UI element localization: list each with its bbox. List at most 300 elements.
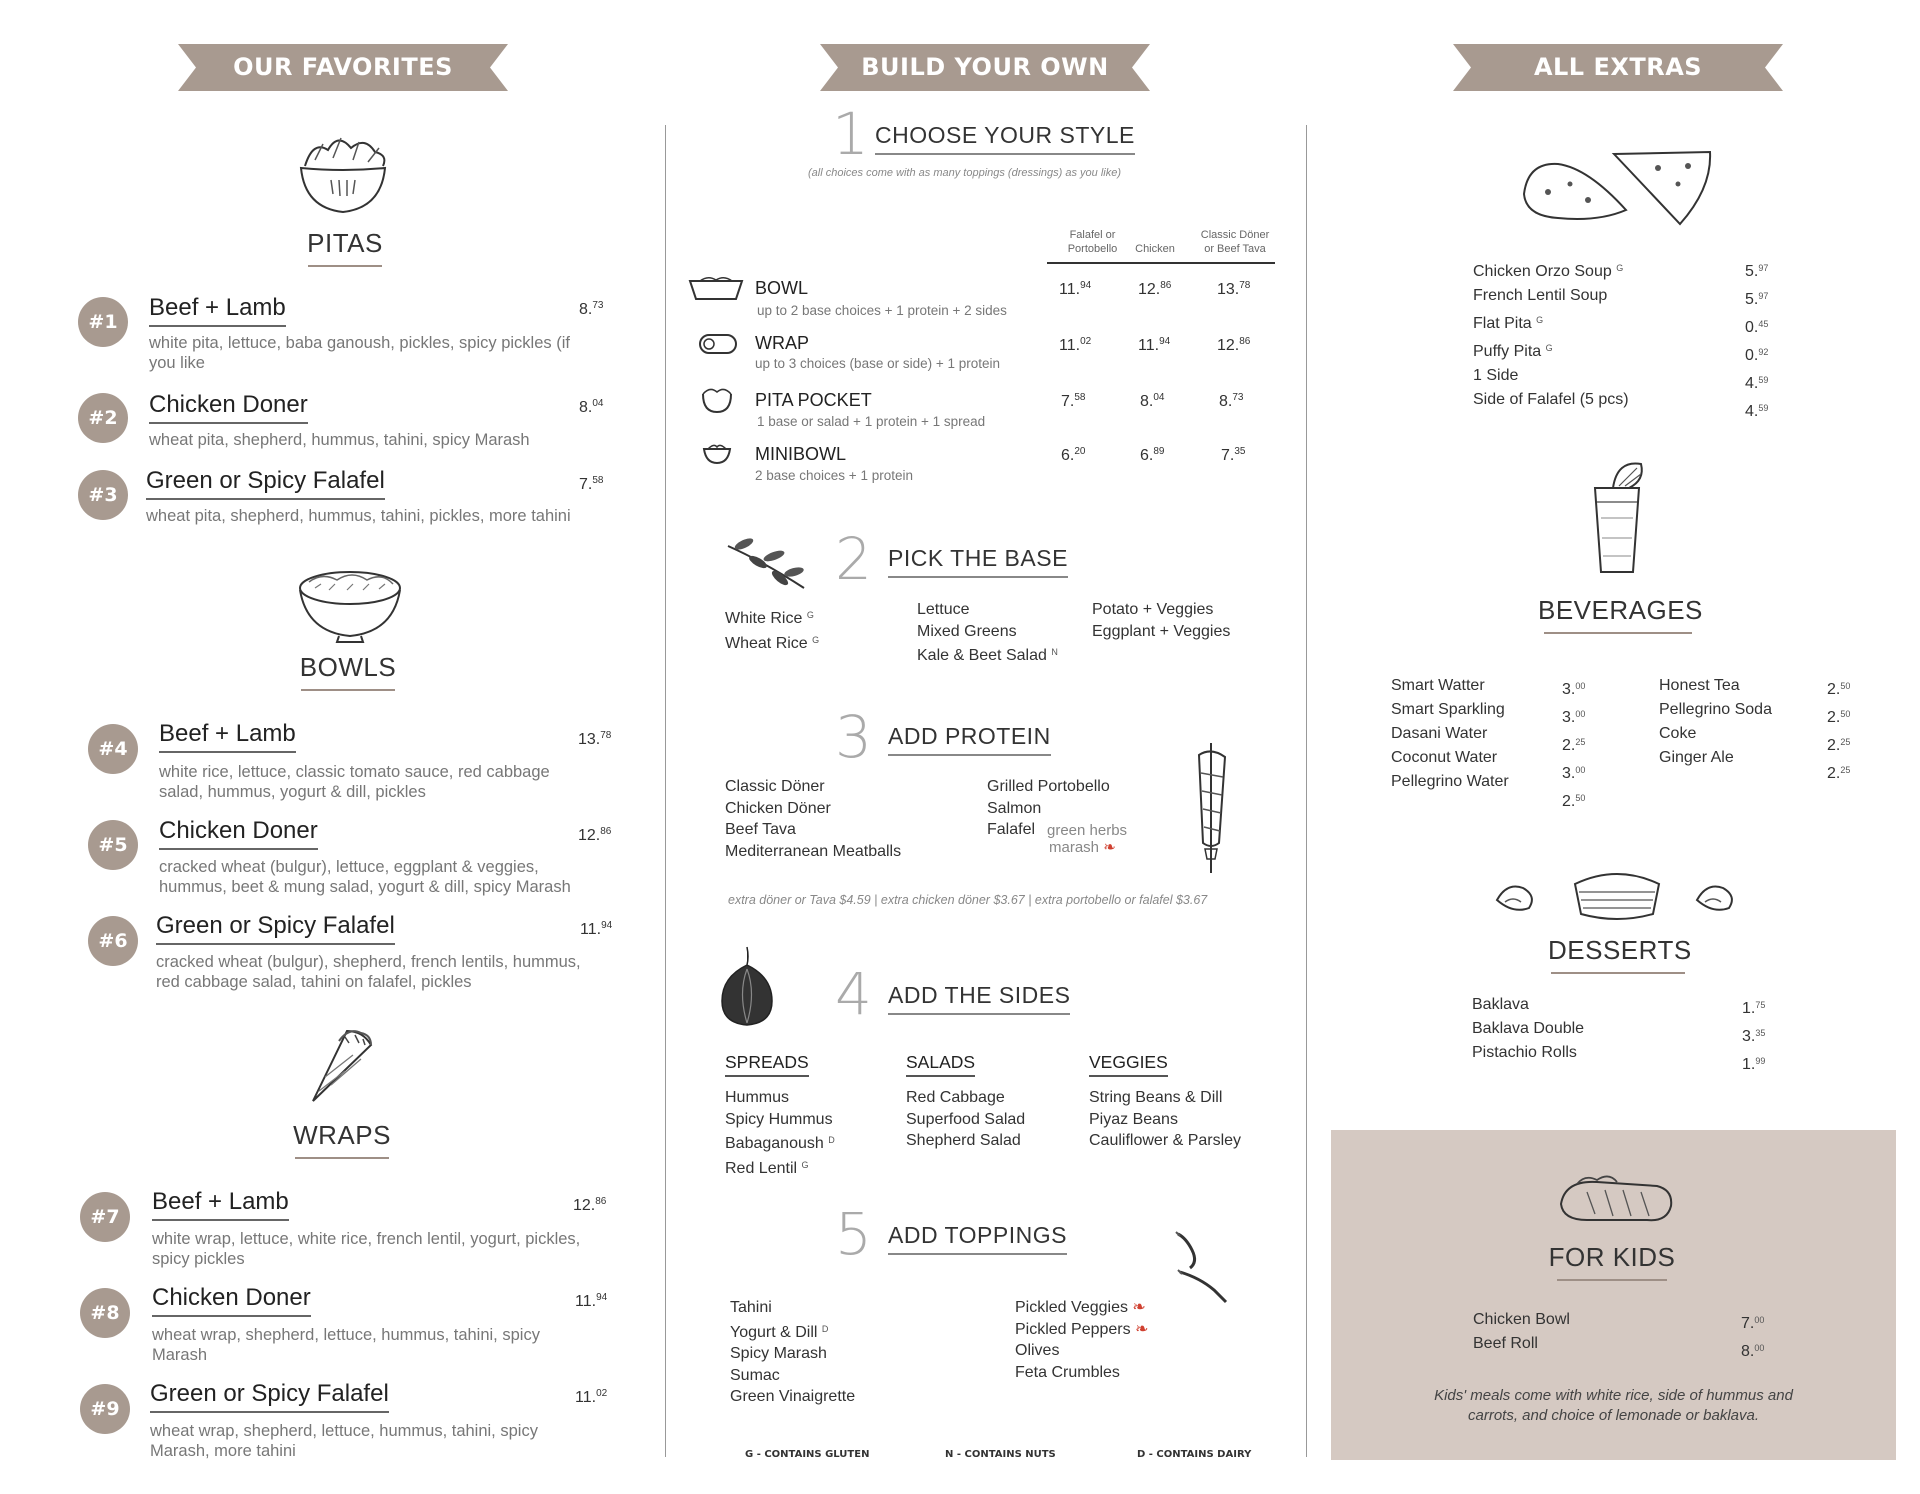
price-chicken bbox=[1140, 446, 1164, 465]
base-item-label: Eggplant + Veggies bbox=[1092, 622, 1231, 640]
desc-line: cracked wheat (bulgur), lettuce, eggplant & veggies, bbox=[159, 858, 539, 876]
base-item bbox=[725, 605, 819, 630]
drink-glass-icon bbox=[1587, 458, 1647, 581]
step-title bbox=[888, 545, 1068, 578]
style-name: MINIBOWL bbox=[755, 444, 847, 464]
price-cents: 20 bbox=[1074, 446, 1086, 457]
topping-item bbox=[1015, 1297, 1148, 1319]
topping-label: Spicy Marash bbox=[730, 1345, 827, 1362]
extras-prices bbox=[1745, 256, 1768, 424]
kids-note-line: Kids' meals come with white rice, side of hummus and bbox=[1434, 1387, 1793, 1404]
section-title-text: BOWLS bbox=[299, 652, 397, 682]
item-underline bbox=[159, 751, 296, 753]
item-underline bbox=[159, 848, 318, 850]
price-whole: 13. bbox=[578, 731, 601, 748]
price-whole: 2. bbox=[1562, 793, 1576, 810]
ribbon-title: ALL EXTRAS bbox=[1533, 53, 1703, 81]
base-item-label: Potato + Veggies bbox=[1092, 601, 1214, 618]
title-underline bbox=[1544, 632, 1692, 634]
item-price bbox=[575, 1292, 607, 1311]
item-name-text: Green or Spicy Falafel bbox=[150, 1380, 389, 1407]
desc-line: spicy pickles bbox=[152, 1250, 245, 1268]
topping-label: Green Vinaigrette bbox=[730, 1388, 856, 1405]
topping-label: Pickled Veggies bbox=[1015, 1299, 1128, 1316]
falafel-option-row bbox=[1047, 839, 1127, 856]
table-header-rule bbox=[1047, 262, 1275, 264]
beverage-price bbox=[1827, 674, 1850, 702]
item-badge: #8 bbox=[80, 1288, 130, 1338]
step-number: 5 bbox=[835, 1200, 872, 1268]
beverage-name: Smart Sparkling bbox=[1391, 701, 1505, 718]
item-name-text: Chicken Doner bbox=[149, 391, 308, 418]
style-name: WRAP bbox=[755, 333, 809, 353]
base-item-label: Wheat Rice bbox=[725, 634, 808, 652]
chili-icon: ❧ bbox=[1103, 839, 1116, 856]
price-whole: 8. bbox=[1140, 393, 1154, 410]
desc-line: Marash bbox=[152, 1346, 208, 1364]
price-doner bbox=[1217, 336, 1250, 355]
dessert-price bbox=[1742, 1021, 1765, 1049]
price-whole: 11. bbox=[1059, 337, 1081, 354]
topping-item bbox=[1015, 1319, 1148, 1341]
step-title bbox=[888, 1222, 1067, 1255]
style-desc: 1 base or salad + 1 protein + 1 spread bbox=[757, 414, 986, 429]
desc-line: white wrap, lettuce, white rice, french lentil, yogurt, pickles, bbox=[152, 1230, 581, 1248]
extra-price bbox=[1745, 396, 1768, 424]
base-list-veggies bbox=[1092, 599, 1230, 642]
beverage-price bbox=[1827, 758, 1850, 786]
falafel-options bbox=[1047, 822, 1127, 856]
item-name bbox=[146, 467, 385, 500]
item-description bbox=[159, 762, 619, 802]
heading-underline bbox=[906, 1075, 975, 1077]
veggies-list bbox=[1089, 1087, 1241, 1152]
price-cents: 04 bbox=[592, 398, 604, 409]
kids-item-price bbox=[1741, 1308, 1764, 1336]
price-whole: 7. bbox=[579, 476, 593, 493]
topping-label: Yogurt & Dill bbox=[730, 1323, 818, 1341]
price-whole: 3. bbox=[1742, 1028, 1756, 1045]
section-title-text: BEVERAGES bbox=[1538, 595, 1703, 625]
item-price bbox=[579, 398, 603, 417]
price-cents: 78 bbox=[600, 730, 612, 741]
spreads-list bbox=[725, 1087, 835, 1179]
beverage-name: Pellegrino Soda bbox=[1659, 701, 1772, 718]
item-name-text: Beef + Lamb bbox=[159, 720, 296, 747]
beverage-price bbox=[1562, 786, 1585, 814]
for-kids-panel bbox=[1331, 1130, 1896, 1460]
extra-name: French Lentil Soup bbox=[1473, 287, 1608, 304]
topping-label: Tahini bbox=[730, 1299, 772, 1316]
beverage-price bbox=[1827, 702, 1850, 730]
price-falafel bbox=[1061, 446, 1085, 465]
side-item bbox=[1089, 1087, 1241, 1109]
extra-item bbox=[1473, 336, 1629, 364]
column-header-line: or Beef Tava bbox=[1204, 243, 1266, 255]
item-name bbox=[152, 1188, 289, 1221]
beverage-name: Coke bbox=[1659, 725, 1697, 742]
protein-item: Beef Tava bbox=[725, 821, 796, 838]
side-item bbox=[906, 1087, 1025, 1109]
item-badge: #9 bbox=[80, 1384, 130, 1434]
item-badge: #6 bbox=[88, 916, 138, 966]
price-cents: 75 bbox=[1755, 1000, 1766, 1010]
sides-heading-text: SALADS bbox=[906, 1052, 976, 1072]
base-item-label: White Rice bbox=[725, 610, 803, 627]
item-badge: #3 bbox=[78, 470, 128, 520]
item-name bbox=[159, 817, 318, 850]
allergen-mark: G bbox=[812, 634, 820, 645]
style-name: PITA POCKET bbox=[755, 390, 872, 410]
item-underline bbox=[156, 943, 395, 945]
price-whole: 12. bbox=[573, 1197, 596, 1214]
ribbon-our-favorites bbox=[178, 44, 508, 91]
price-whole: 2. bbox=[1562, 737, 1576, 754]
desc-line: salad, hummus, yogurt & dill, pickles bbox=[159, 783, 426, 801]
item-underline bbox=[152, 1219, 289, 1221]
side-item bbox=[725, 1109, 835, 1131]
price-whole: 0. bbox=[1745, 347, 1759, 364]
price-whole: 2. bbox=[1827, 765, 1841, 782]
extra-price bbox=[1745, 284, 1768, 312]
section-title-bowls bbox=[298, 652, 398, 691]
price-cents: 73 bbox=[1232, 392, 1244, 403]
price-falafel bbox=[1059, 280, 1091, 299]
kids-list bbox=[1473, 1308, 1570, 1356]
heading-underline bbox=[1089, 1075, 1168, 1077]
title-underline bbox=[875, 153, 1135, 155]
price-whole: 11. bbox=[580, 921, 602, 938]
extra-name: Chicken Orzo Soup bbox=[1473, 263, 1612, 280]
item-description bbox=[149, 430, 609, 450]
item-description bbox=[146, 506, 616, 526]
side-item bbox=[725, 1087, 835, 1109]
price-whole: 8. bbox=[579, 399, 593, 416]
price-cents: 86 bbox=[595, 1196, 607, 1207]
price-cents: 94 bbox=[1159, 336, 1171, 347]
allergen-mark: G bbox=[1616, 263, 1624, 273]
side-item-label: Hummus bbox=[725, 1089, 790, 1106]
price-whole: 3. bbox=[1562, 765, 1576, 782]
kids-item-price bbox=[1741, 1336, 1764, 1364]
olive-branch-icon bbox=[724, 532, 808, 601]
desc-line: hummus, beet & mung salad, yogurt & dill, spicy Marash bbox=[159, 878, 571, 896]
side-item-label: Babaganoush bbox=[725, 1135, 824, 1152]
section-title-pitas bbox=[300, 228, 390, 267]
price-cents: 25 bbox=[1840, 737, 1851, 747]
kids-wrap-icon bbox=[1557, 1170, 1675, 1233]
toppings-list-1 bbox=[730, 1297, 855, 1408]
extra-name: 1 Side bbox=[1473, 367, 1519, 384]
item-underline bbox=[152, 1315, 311, 1317]
price-whole: 11. bbox=[575, 1389, 597, 1406]
column-header-line bbox=[1125, 228, 1185, 242]
price-whole: 2. bbox=[1827, 709, 1841, 726]
price-whole: 11. bbox=[575, 1293, 597, 1310]
price-cents: 89 bbox=[1153, 446, 1165, 457]
falafel-option: green herbs bbox=[1047, 822, 1128, 839]
price-whole: 12. bbox=[578, 827, 601, 844]
sides-heading-veggies bbox=[1089, 1052, 1168, 1077]
section-title-beverages bbox=[1538, 595, 1703, 634]
item-underline bbox=[146, 498, 385, 500]
section-title-desserts bbox=[1548, 935, 1692, 974]
topping-label: Olives bbox=[1015, 1342, 1060, 1359]
price-whole: 11. bbox=[1138, 337, 1160, 354]
item-name-text: Beef + Lamb bbox=[149, 294, 286, 321]
falafel-option: marash bbox=[1049, 839, 1100, 856]
item-name bbox=[152, 1284, 311, 1317]
beverage-name: Honest Tea bbox=[1659, 677, 1740, 694]
dessert-name: Baklava Double bbox=[1472, 1020, 1585, 1037]
legend-dairy: D - CONTAINS DAIRY bbox=[1137, 1449, 1252, 1460]
price-whole: 12. bbox=[1217, 337, 1240, 354]
kids-note bbox=[1331, 1386, 1896, 1426]
beverage-price bbox=[1562, 758, 1585, 786]
base-item bbox=[917, 642, 1058, 667]
extra-item bbox=[1473, 364, 1629, 388]
price-cents: 78 bbox=[1239, 280, 1251, 291]
price-cents: 04 bbox=[1153, 392, 1165, 403]
column-header-line: Portobello bbox=[1067, 243, 1118, 255]
price-cents: 92 bbox=[1758, 347, 1769, 357]
kids-note-line: carrots, and choice of lemonade or baklava. bbox=[1468, 1407, 1759, 1424]
beverage-name: Pellegrino Water bbox=[1391, 773, 1509, 790]
price-whole: 7. bbox=[1061, 393, 1075, 410]
extra-price bbox=[1745, 312, 1768, 340]
desc-line: white pita, lettuce, baba ganoush, pickles, spicy pickles (if bbox=[149, 334, 570, 352]
price-whole: 8. bbox=[1741, 1343, 1755, 1360]
desserts-prices bbox=[1742, 993, 1765, 1077]
step-number: 3 bbox=[835, 703, 872, 771]
side-item bbox=[725, 1130, 835, 1155]
price-cents: 59 bbox=[1758, 375, 1769, 385]
title-underline bbox=[888, 1013, 1070, 1015]
extra-price bbox=[1745, 340, 1768, 368]
legend-gluten: G - CONTAINS GLUTEN bbox=[745, 1449, 870, 1460]
price-cents: 25 bbox=[1840, 765, 1851, 775]
item-name bbox=[149, 294, 286, 327]
side-item-label: Cauliflower & Parsley bbox=[1089, 1132, 1242, 1149]
item-price bbox=[578, 730, 611, 749]
salads-list bbox=[906, 1087, 1025, 1152]
price-whole: 1. bbox=[1742, 1000, 1756, 1017]
beverages-prices-1 bbox=[1562, 674, 1585, 814]
beverages-list-1 bbox=[1391, 674, 1509, 794]
extra-item bbox=[1473, 284, 1629, 308]
price-chicken bbox=[1138, 280, 1171, 299]
item-price bbox=[575, 1388, 607, 1407]
tray-icon bbox=[688, 275, 744, 306]
price-whole: 4. bbox=[1745, 403, 1759, 420]
base-item-label: Lettuce bbox=[917, 601, 970, 618]
style-name: BOWL bbox=[755, 278, 809, 298]
item-badge: #2 bbox=[78, 393, 128, 443]
desc-line: white rice, lettuce, classic tomato sauce, red cabbage bbox=[159, 763, 550, 781]
desc-line: wheat pita, shepherd, hummus, tahini, pickles, more tahini bbox=[146, 507, 571, 525]
column-header-line: Chicken bbox=[1135, 243, 1175, 255]
desc-line: wheat wrap, shepherd, lettuce, hummus, tahini, spicy bbox=[152, 1326, 540, 1344]
side-item-label: Piyaz Beans bbox=[1089, 1110, 1178, 1128]
desc-line: wheat pita, shepherd, hummus, tahini, spicy Marash bbox=[149, 431, 530, 449]
item-name bbox=[149, 391, 308, 424]
desc-line: wheat wrap, shepherd, lettuce, hummus, tahini, spicy bbox=[150, 1422, 538, 1440]
topping-item bbox=[730, 1319, 855, 1344]
item-name bbox=[150, 1380, 389, 1413]
step-title-text: ADD THE SIDES bbox=[888, 982, 1071, 1008]
item-price bbox=[579, 475, 603, 494]
ribbon-title: OUR FAVORITES bbox=[233, 53, 453, 81]
step-title-text: PICK THE BASE bbox=[888, 545, 1068, 571]
ribbon-build-your-own bbox=[820, 44, 1150, 91]
price-cents: 00 bbox=[1754, 1343, 1765, 1353]
base-item-label: Mixed Greens bbox=[917, 622, 1017, 640]
beverages-prices-2 bbox=[1827, 674, 1850, 786]
section-title-wraps bbox=[292, 1120, 392, 1159]
protein-list-1 bbox=[725, 776, 901, 862]
rice-bowl-icon bbox=[297, 562, 403, 649]
side-item-label: Shepherd Salad bbox=[906, 1132, 1021, 1149]
allergen-mark: G bbox=[1536, 315, 1544, 325]
chili-icon: ❧ bbox=[1132, 1299, 1146, 1316]
price-cents: 35 bbox=[1755, 1028, 1766, 1038]
price-cents: 86 bbox=[1239, 336, 1251, 347]
side-item bbox=[1089, 1109, 1241, 1131]
item-description bbox=[152, 1325, 612, 1365]
section-title-text: WRAPS bbox=[293, 1120, 391, 1150]
topping-item bbox=[730, 1343, 855, 1365]
price-cents: 50 bbox=[1575, 793, 1586, 803]
toppings-list-2 bbox=[1015, 1297, 1148, 1383]
step-number: 2 bbox=[835, 525, 872, 593]
section-title-for-kids bbox=[1542, 1242, 1682, 1281]
side-item-label: Red Cabbage bbox=[906, 1089, 1005, 1106]
desc-line: cracked wheat (bulgur), shepherd, french lentils, hummus, bbox=[156, 953, 581, 971]
heading-underline bbox=[725, 1075, 809, 1077]
item-badge: #7 bbox=[80, 1192, 130, 1242]
desc-line: you like bbox=[149, 354, 205, 372]
protein-item: Classic Döner bbox=[725, 778, 825, 795]
item-price bbox=[573, 1196, 606, 1215]
price-cents: 35 bbox=[1234, 446, 1246, 457]
item-badge: #4 bbox=[88, 724, 138, 774]
side-item bbox=[1089, 1130, 1241, 1152]
price-whole: 2. bbox=[1827, 737, 1841, 754]
item-name-text: Green or Spicy Falafel bbox=[156, 912, 395, 939]
beverages-list-2 bbox=[1659, 674, 1772, 770]
side-item-label: Spicy Hummus bbox=[725, 1110, 833, 1128]
desc-line: Marash, more tahini bbox=[150, 1442, 296, 1460]
side-item-label: Superfood Salad bbox=[906, 1110, 1026, 1128]
column-header-doner bbox=[1185, 228, 1285, 256]
price-cents: 94 bbox=[596, 1292, 608, 1303]
section-title-text: PITAS bbox=[307, 228, 383, 258]
item-price bbox=[580, 920, 612, 939]
price-cents: 02 bbox=[596, 1388, 608, 1399]
item-badge: #1 bbox=[78, 297, 128, 347]
price-cents: 00 bbox=[1754, 1315, 1765, 1325]
protein-item: Salmon bbox=[987, 799, 1042, 817]
side-item bbox=[725, 1155, 835, 1180]
step-title bbox=[875, 122, 1135, 155]
extra-name: Flat Pita bbox=[1473, 315, 1532, 332]
mini-bowl-icon bbox=[702, 441, 732, 470]
base-item bbox=[1092, 599, 1230, 621]
allergen-mark: N bbox=[1051, 647, 1058, 657]
protein-item: Grilled Portobello bbox=[987, 778, 1110, 795]
price-chicken bbox=[1140, 392, 1164, 411]
protein-extra-note: extra döner or Tava $4.59 | extra chicken döner $3.67 | extra portobello or falafel $3.67 bbox=[728, 893, 1208, 907]
flatbread-icon bbox=[1518, 148, 1716, 235]
protein-item: Chicken Döner bbox=[725, 799, 831, 817]
price-cents: 50 bbox=[1840, 681, 1851, 691]
item-description bbox=[152, 1229, 622, 1269]
desserts-list bbox=[1472, 993, 1584, 1065]
price-cents: 94 bbox=[1080, 280, 1092, 291]
section-title-text: DESSERTS bbox=[1548, 935, 1692, 965]
topping-item bbox=[1015, 1340, 1148, 1362]
onion-icon bbox=[716, 943, 778, 1034]
kids-item-name: Beef Roll bbox=[1473, 1335, 1538, 1352]
extra-name: Puffy Pita bbox=[1473, 343, 1542, 360]
item-underline bbox=[149, 325, 286, 327]
price-cents: 02 bbox=[1080, 336, 1092, 347]
item-name-text: Beef + Lamb bbox=[152, 1188, 289, 1215]
price-cents: 00 bbox=[1575, 681, 1586, 691]
item-description bbox=[150, 1421, 610, 1461]
price-doner bbox=[1219, 392, 1243, 411]
pita-pocket-icon bbox=[700, 384, 734, 419]
price-whole: 5. bbox=[1745, 263, 1759, 280]
section-title-text: FOR KIDS bbox=[1548, 1242, 1676, 1272]
price-cents: 94 bbox=[601, 920, 613, 931]
item-description bbox=[159, 857, 619, 897]
price-whole: 8. bbox=[579, 301, 593, 318]
price-falafel bbox=[1059, 336, 1091, 355]
title-underline bbox=[1551, 972, 1685, 974]
topping-item bbox=[730, 1297, 855, 1319]
item-price bbox=[579, 300, 603, 319]
price-cents: 50 bbox=[1840, 709, 1851, 719]
wrap-roll-icon bbox=[698, 331, 738, 362]
item-description bbox=[149, 333, 609, 373]
beverage-price bbox=[1562, 730, 1585, 758]
item-price bbox=[578, 826, 611, 845]
price-whole: 11. bbox=[1059, 281, 1081, 298]
base-item bbox=[917, 599, 1058, 621]
base-item bbox=[725, 630, 819, 655]
price-cents: 99 bbox=[1755, 1056, 1766, 1066]
extra-item bbox=[1473, 256, 1629, 284]
dessert-name: Baklava bbox=[1472, 996, 1529, 1013]
topping-item bbox=[1015, 1362, 1148, 1384]
sides-heading-salads bbox=[906, 1052, 975, 1077]
dessert-price bbox=[1742, 1049, 1765, 1077]
price-cents: 45 bbox=[1758, 319, 1769, 329]
price-whole: 3. bbox=[1562, 709, 1576, 726]
price-whole: 6. bbox=[1061, 447, 1075, 464]
side-item bbox=[906, 1130, 1025, 1152]
topping-label: Pickled Peppers bbox=[1015, 1320, 1131, 1338]
desc-line: red cabbage salad, tahini on falafel, pickles bbox=[156, 973, 472, 991]
price-whole: 13. bbox=[1217, 281, 1240, 298]
price-falafel bbox=[1061, 392, 1085, 411]
price-cents: 58 bbox=[1074, 392, 1086, 403]
ribbon-all-extras bbox=[1453, 44, 1783, 91]
item-name bbox=[156, 912, 395, 945]
salad-bowl-icon bbox=[293, 130, 393, 221]
extra-name: Side of Falafel (5 pcs) bbox=[1473, 391, 1629, 408]
